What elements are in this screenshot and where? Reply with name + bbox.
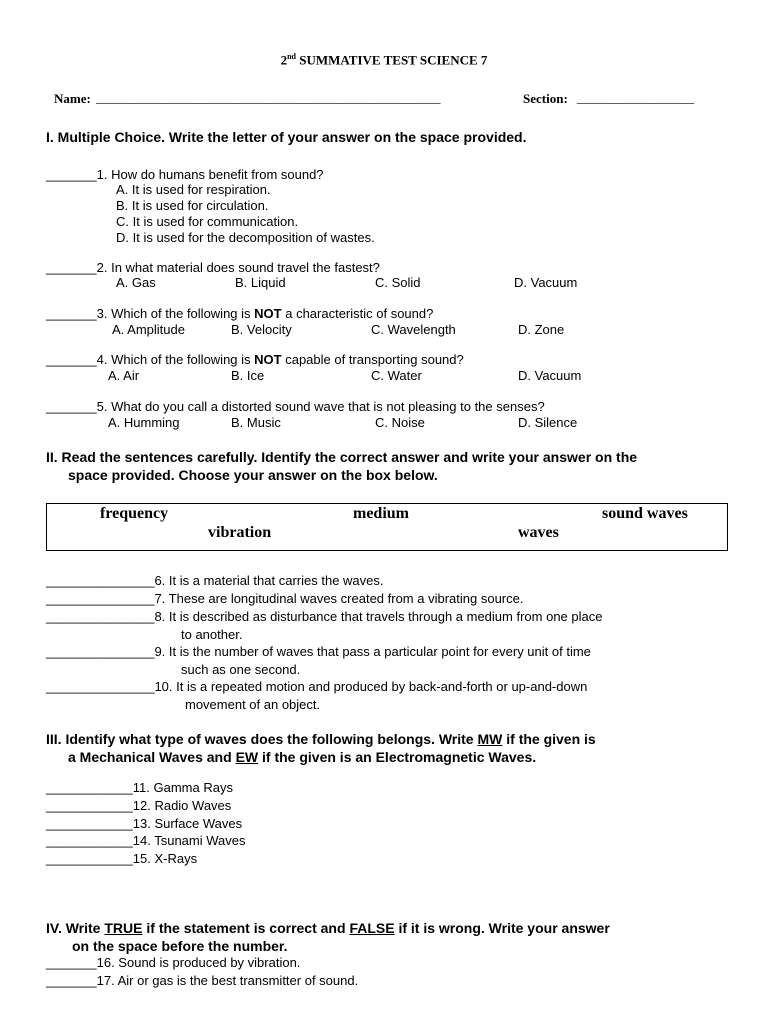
- q4-option-b: B. Ice: [231, 368, 265, 383]
- q1-option-c: C. It is used for communication.: [116, 214, 299, 229]
- question-5: _______5. What do you call a distorted sound wave that is not pleasing to the senses?: [46, 399, 545, 414]
- question-17: _______17. Air or gas is the best transmitter of sound.: [46, 973, 359, 988]
- name-label: Name:: [54, 91, 91, 106]
- answer-blank[interactable]: _______: [46, 352, 97, 367]
- q3-option-b: B. Velocity: [231, 322, 292, 337]
- q2-option-d: D. Vacuum: [514, 275, 578, 290]
- question-3: _______3. Which of the following is NOT a characteristic of sound?: [46, 306, 434, 321]
- answer-blank[interactable]: _______: [46, 955, 97, 970]
- q5-option-b: B. Music: [231, 415, 281, 430]
- answer-blank[interactable]: _______________: [46, 591, 155, 606]
- answer-blank[interactable]: _______________: [46, 609, 155, 624]
- question-4: _______4. Which of the following is NOT capable of transporting sound?: [46, 352, 464, 367]
- q4-option-c: C. Water: [371, 368, 422, 383]
- part2-heading-line2: space provided. Choose your answer on the box below.: [68, 467, 438, 483]
- answer-blank[interactable]: _______: [46, 399, 97, 414]
- q5-option-d: D. Silence: [518, 415, 578, 430]
- question-12: ____________12. Radio Waves: [46, 798, 232, 813]
- question-6: _______________6. It is a material that carries the waves.: [46, 573, 384, 588]
- question-11: ____________11. Gamma Rays: [46, 780, 233, 795]
- q1-option-d: D. It is used for the decomposition of wastes.: [116, 230, 375, 245]
- answer-blank[interactable]: ____________: [46, 851, 133, 866]
- part3-heading-line2: a Mechanical Waves and EW if the given is an Electromagnetic Waves.: [68, 749, 537, 765]
- q2-option-c: C. Solid: [375, 275, 421, 290]
- part3-heading-line1: III. Identify what type of waves does the following belongs. Write MW if the given is: [46, 731, 596, 747]
- name-field[interactable]: _____________________________________________________: [96, 90, 441, 105]
- answer-blank[interactable]: _______________: [46, 573, 155, 588]
- question-15: ____________15. X-Rays: [46, 851, 198, 866]
- q4-option-d: D. Vacuum: [518, 368, 582, 383]
- q3-option-a: A. Amplitude: [112, 322, 185, 337]
- word-vibration: vibration: [208, 524, 272, 541]
- answer-blank[interactable]: _______________: [46, 644, 155, 659]
- q4-option-a: A. Air: [108, 368, 140, 383]
- question-7: _______________7. These are longitudinal waves created from a vibrating source.: [46, 591, 524, 606]
- word-waves: waves: [518, 524, 559, 541]
- q2-option-a: A. Gas: [116, 275, 156, 290]
- question-13: ____________13. Surface Waves: [46, 816, 243, 831]
- word-medium: medium: [353, 505, 409, 522]
- question-1: _______1. How do humans benefit from sound?: [46, 167, 324, 182]
- answer-blank[interactable]: _______: [46, 973, 97, 988]
- word-box: [46, 503, 728, 551]
- page-title: 2nd SUMMATIVE TEST SCIENCE 7: [280, 52, 488, 68]
- q1-option-b: B. It is used for circulation.: [116, 198, 269, 213]
- question-2: _______2. In what material does sound travel the fastest?: [46, 260, 380, 275]
- part1-heading: I. Multiple Choice. Write the letter of your answer on the space provided.: [46, 129, 527, 145]
- section-field[interactable]: __________________: [577, 90, 694, 105]
- q3-option-c: C. Wavelength: [371, 322, 456, 337]
- section-label: Section:: [523, 91, 568, 106]
- question-8: _______________8. It is described as disturbance that travels through a medium from one place: [46, 609, 603, 624]
- answer-blank[interactable]: ____________: [46, 780, 133, 795]
- part4-heading-line1: IV. Write TRUE if the statement is correct and FALSE if it is wrong. Write your answer: [46, 920, 610, 936]
- question-10: _______________10. It is a repeated motion and produced by back-and-forth or up-and-down: [46, 679, 588, 694]
- word-sound-waves: sound waves: [602, 505, 688, 522]
- q5-option-a: A. Humming: [108, 415, 180, 430]
- answer-blank[interactable]: _______: [46, 306, 97, 321]
- question-9-cont: such as one second.: [181, 662, 301, 677]
- question-10-cont: movement of an object.: [185, 697, 321, 712]
- question-8-cont: to another.: [181, 627, 243, 642]
- q2-option-b: B. Liquid: [235, 275, 286, 290]
- answer-blank[interactable]: ____________: [46, 833, 133, 848]
- answer-blank[interactable]: ____________: [46, 798, 133, 813]
- q1-option-a: A. It is used for respiration.: [116, 182, 271, 197]
- answer-blank[interactable]: _______: [46, 260, 97, 275]
- word-frequency: frequency: [100, 505, 169, 522]
- question-14: ____________14. Tsunami Waves: [46, 833, 246, 848]
- part4-heading-line2: on the space before the number.: [72, 938, 288, 954]
- q3-option-d: D. Zone: [518, 322, 565, 337]
- part2-heading-line1: II. Read the sentences carefully. Identify the correct answer and write your answer on the: [46, 449, 638, 465]
- answer-blank[interactable]: _______: [46, 167, 97, 182]
- question-9: _______________9. It is the number of waves that pass a particular point for every unit of time: [46, 644, 591, 659]
- answer-blank[interactable]: ____________: [46, 816, 133, 831]
- answer-blank[interactable]: _______________: [46, 679, 155, 694]
- question-16: _______16. Sound is produced by vibration.: [46, 955, 301, 970]
- q5-option-c: C. Noise: [375, 415, 425, 430]
